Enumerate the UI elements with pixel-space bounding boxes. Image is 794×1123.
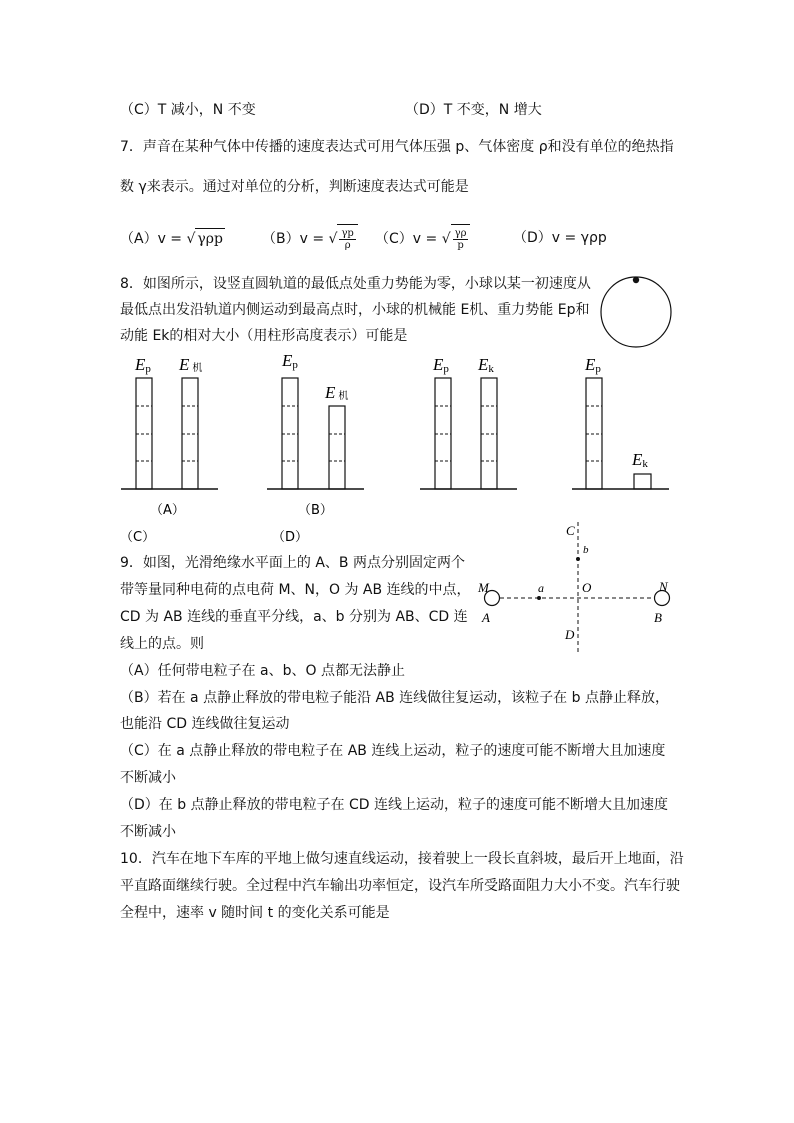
- q8-caption-c: （C）: [120, 530, 156, 545]
- q7-option-a-prefix: （A）v =: [120, 231, 183, 247]
- svg-text:Ep: Ep: [282, 351, 298, 371]
- svg-text:Ep: Ep: [433, 355, 449, 375]
- q8-caption-b: （B）: [298, 503, 333, 518]
- q7-option-c-prefix: （C）v =: [375, 231, 438, 247]
- q9-stem-line3: CD 为 AB 连线的垂直平分线，a、b 分别为 AB、CD 连: [120, 609, 468, 625]
- svg-text:Ek: Ek: [478, 355, 494, 375]
- q8-caption-d: （D）: [272, 530, 309, 545]
- q9-option-c-line2: 不断减小: [120, 770, 176, 786]
- q9-option-c-line1: （C）在 a 点静止释放的带电粒子在 AB 连线上运动，粒子的速度可能不断增大且加速度: [120, 743, 666, 759]
- q6-option-d: （D）T 不变，N 增大: [405, 102, 542, 118]
- q9-charge-diagram: [477, 522, 670, 652]
- q7-option-b: （B）v = √ $\frac{\gamma p}{\rho}$: [262, 224, 358, 253]
- svg-text:B: B: [654, 610, 662, 625]
- svg-text:E机: E机: [325, 383, 349, 402]
- svg-text:O: O: [582, 580, 592, 595]
- q7-option-a: （A）v = √ γρp: [120, 228, 225, 249]
- q8-circle-track: [601, 277, 671, 347]
- q9-stem-line4: 线上的点。则: [120, 636, 204, 652]
- q10-line1: 10．汽车在地下车库的平地上做匀速直线运动，接着驶上一段长直斜坡，最后开上地面，沿: [120, 851, 684, 867]
- q7-option-d: （D）v = γρp: [513, 230, 607, 246]
- q7-option-a-expr: γρp: [195, 228, 225, 249]
- svg-text:Ek: Ek: [632, 450, 648, 470]
- bar-e-mech: [329, 406, 345, 489]
- q8-bar-graph-a: [121, 355, 218, 489]
- svg-text:b: b: [583, 544, 589, 556]
- svg-text:D: D: [565, 627, 575, 642]
- ball-dot: [633, 277, 639, 283]
- svg-text:M: M: [478, 580, 489, 595]
- svg-text:a: a: [538, 581, 544, 595]
- label-e-mech: E机: [179, 355, 203, 374]
- q7-option-b-num: γp: [341, 227, 354, 239]
- q8-stem-line1: 8．如图所示，设竖直圆轨道的最低点处重力势能为零，小球以某一初速度从: [120, 276, 591, 292]
- q8-stem-line3: 动能 Ek的相对大小（用柱形高度表示）可能是: [120, 328, 408, 344]
- q6-option-c: （C）T 减小，N 不变: [120, 102, 256, 118]
- label-ep: Ep: [135, 355, 151, 375]
- q10-line3: 全程中，速率 v 随时间 t 的变化关系可能是: [120, 905, 390, 921]
- q9-option-d-line1: （D）在 b 点静止释放的带电粒子在 CD 连线上运动，粒子的速度可能不断增大且加速度: [120, 797, 669, 813]
- q7-stem-line1: 7．声音在某种气体中传播的速度表达式可用气体压强 p、气体密度 ρ和没有单位的绝热指: [120, 139, 674, 155]
- q9-option-b-line1: （B）若在 a 点静止释放的带电粒子能沿 AB 连线做往复运动，该粒子在 b 点静止释放，: [120, 690, 669, 706]
- q9-stem-line2: 带等量同种电荷的点电荷 M、N，O 为 AB 连线的中点，: [120, 582, 471, 598]
- q8-bar-graph-b: [267, 351, 364, 489]
- svg-text:N: N: [659, 579, 668, 594]
- q7-stem-line2: 数 γ来表示。通过对单位的分析，判断速度表达式可能是: [120, 179, 469, 195]
- q9-option-a: （A）任何带电粒子在 a、b、O 点都无法静止: [120, 663, 405, 679]
- svg-text:C: C: [566, 523, 575, 538]
- svg-text:A: A: [482, 610, 490, 625]
- svg-text:Ep: Ep: [585, 355, 601, 375]
- q9-option-b-line2: 也能沿 CD 连线做往复运动: [120, 716, 290, 732]
- q7-option-b-prefix: （B）v =: [262, 231, 325, 247]
- q9-option-d-line2: 不断减小: [120, 824, 176, 840]
- point-a: [537, 596, 541, 600]
- circle-track: [601, 277, 671, 347]
- q7-option-c: （C）v = √ $\frac{\gamma\rho}{p}$: [375, 224, 470, 253]
- q7-option-c-den: p: [457, 239, 464, 251]
- q7-option-c-num: γρ: [454, 227, 467, 239]
- q7-option-b-den: ρ: [344, 239, 351, 251]
- q10-line2: 平直路面继续行驶。全过程中汽车输出功率恒定，设汽车所受路面阻力大小不变。汽车行驶: [120, 878, 680, 894]
- bar-ek: [634, 474, 651, 489]
- q8-stem-line2: 最低点出发沿轨道内侧运动到最高点时，小球的机械能 E机、重力势能 Ep和: [120, 302, 590, 318]
- q8-bar-graph-d: [572, 355, 669, 489]
- point-b: [576, 557, 580, 561]
- q8-caption-a: （A）: [150, 503, 185, 518]
- q9-stem-line1: 9．如图，光滑绝缘水平面上的 A、B 两点分别固定两个: [120, 555, 465, 571]
- q8-bar-graph-c: [420, 355, 517, 489]
